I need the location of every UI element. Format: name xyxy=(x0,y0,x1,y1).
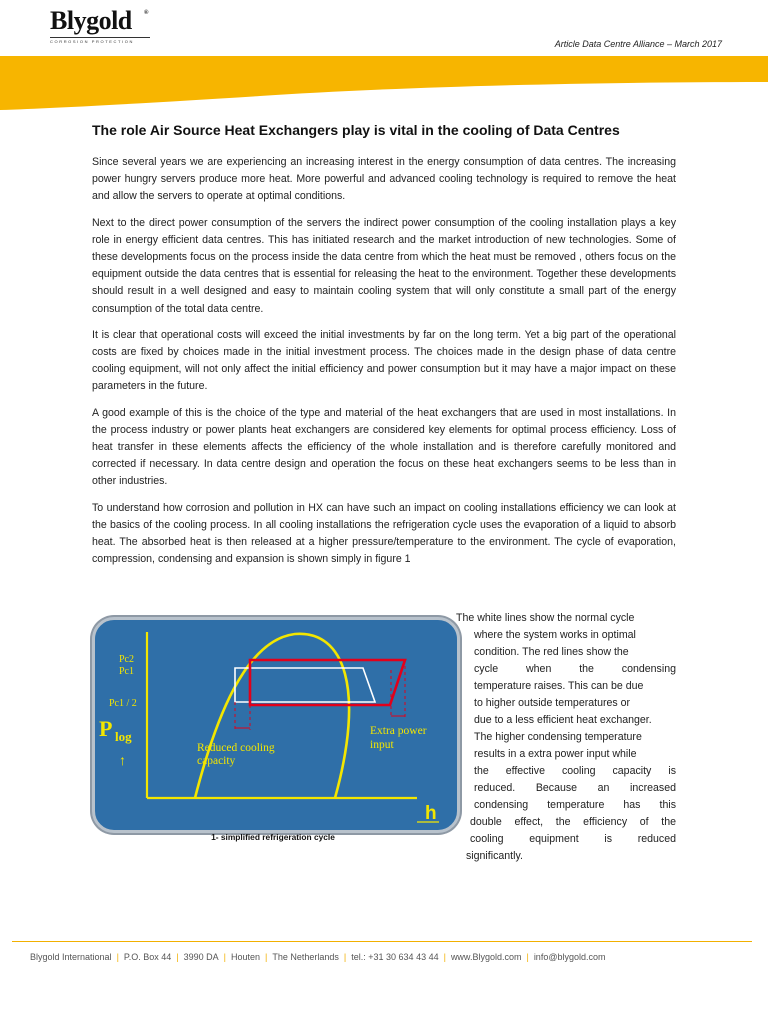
explanation-line: where the system works in optimal xyxy=(474,629,636,641)
footer-phone: tel.: +31 30 634 43 44 xyxy=(351,952,439,962)
paragraph: Next to the direct power consumption of the servers the indirect power consumption of the cooling installation plays a key role in energy efficient data centres. This has initiated research and the market introduction of new technologies. Some of these developments focus on the process inside the data centre from which the heat must be removed , others focus on the equipment outside the data centres that is essential for releasing the heat to the environment. Together these developments should result in a well designed and easy to maintain cooling system that will only constitute a small part of the energy consumption of the total data centre. xyxy=(92,216,676,315)
normal-cycle xyxy=(235,668,375,702)
footer-city: Houten xyxy=(231,952,261,962)
refrigeration-cycle-figure xyxy=(92,617,460,833)
raised-cycle xyxy=(250,660,405,705)
explanation-line: results in a extra power input while xyxy=(474,748,637,760)
explanation-line: to higher outside temperatures or xyxy=(474,697,631,709)
label-reduced-capacity: capacity xyxy=(197,755,236,767)
figure-caption: 1- simplified refrigeration cycle xyxy=(211,832,335,842)
paragraph: Since several years we are experiencing an increasing interest in the energy consumption of data centres. The increasing power hungry servers produce more heat. More powerful and advanced cooling technology is required to remove the heat and allow the servers to operate at optimal conditions. xyxy=(92,156,676,203)
label-reduced-capacity: Reduced cooling xyxy=(197,742,275,754)
article-title: The role Air Source Heat Exchangers play is vital in the cooling of Data Centres xyxy=(92,122,620,138)
explanation-line: significantly. xyxy=(466,850,523,862)
explanation-line: condition. The red lines show the xyxy=(474,646,629,658)
explanation-line: the effective cooling capacity is xyxy=(474,765,676,777)
document-meta: Article Data Centre Alliance – March 2017 xyxy=(554,39,722,49)
explanation-line: condensing temperature has this xyxy=(474,799,676,811)
footer-po-box: P.O. Box 44 xyxy=(123,952,172,962)
explanation-line: due to a less efficient heat exchanger. xyxy=(474,714,652,726)
label-p: P xyxy=(99,716,113,741)
paragraph: A good example of this is the choice of the type and material of the heat exchangers that are used in most installations. In the process industry or power plants heat exchangers are considered key elements for optimal process efficiency. Loss of heat transfer in these elements affects the efficiency of the whole installation and is therefore carefully monitored and corrected if necessary. In data centre design and operation the focus on these heat exchangers seems to be less than in other industries. xyxy=(92,406,676,488)
label-pc2: Pc2 xyxy=(119,654,134,665)
blygold-logo: Blygold ® CORROSION PROTECTION xyxy=(50,6,148,44)
label-extra-power: Extra power xyxy=(370,725,427,737)
footer-postcode: 3990 DA xyxy=(183,952,219,962)
footer-company: Blygold International xyxy=(30,952,112,962)
logo-tagline: CORROSION PROTECTION xyxy=(50,39,135,44)
label-h: h xyxy=(425,803,437,824)
label-extra-power: input xyxy=(370,739,394,751)
label-up-arrow: ↑ xyxy=(119,754,126,769)
paragraph: It is clear that operational costs will exceed the initial investments by far on the long term. Yet a big part of the operational costs are fixed by choices made in the initial investment process. The choices made in the design phase of data centre cooling equipment, will not only affect the initial efficiency and power consumption but it may have a major impact on these parameters in the future. xyxy=(92,328,676,393)
footer-website-link[interactable]: www.Blygold.com xyxy=(450,952,522,962)
article-body xyxy=(92,154,676,577)
explanation-line: cooling equipment is reduced xyxy=(470,833,676,845)
saturation-dome xyxy=(195,634,349,798)
explanation-line: temperature raises. This can be due xyxy=(474,680,644,692)
explanation-line: reduced. Because an increased xyxy=(474,782,676,794)
label-pc1-half: Pc1 / 2 xyxy=(109,698,137,709)
label-pc1: Pc1 xyxy=(119,666,134,677)
paragraph: To understand how corrosion and pollution in HX can have such an impact on cooling installations efficiency we can look at the basics of the cooling process. In all cooling installations the refrigeration cycle uses the evaporation of a liquid to absorb heat. The absorbed heat is then released at a higher pressure/temperature to the environment. The cycle of evaporation, compression, condensing and expansion is shown simply in figure 1 xyxy=(92,501,676,566)
figure-explanation xyxy=(456,610,676,865)
footer-divider xyxy=(12,941,752,942)
footer-contact: Blygold International | P.O. Box 44 | 3990 DA | Houten | The Netherlands | tel.: +31 30 634 43 44 | www.Blygold.com | info@blygold.com xyxy=(30,952,606,962)
explanation-line: The white lines show the normal cycle xyxy=(456,612,635,624)
footer-country: The Netherlands xyxy=(272,952,339,962)
explanation-line: cycle when the condensing xyxy=(474,663,676,675)
explanation-line: double effect, the efficiency of the xyxy=(470,816,676,828)
label-log: log xyxy=(115,729,132,744)
footer-email-link[interactable]: info@blygold.com xyxy=(533,952,606,962)
explanation-line: The higher condensing temperature xyxy=(474,731,642,743)
refrigeration-cycle-diagram xyxy=(95,620,457,830)
